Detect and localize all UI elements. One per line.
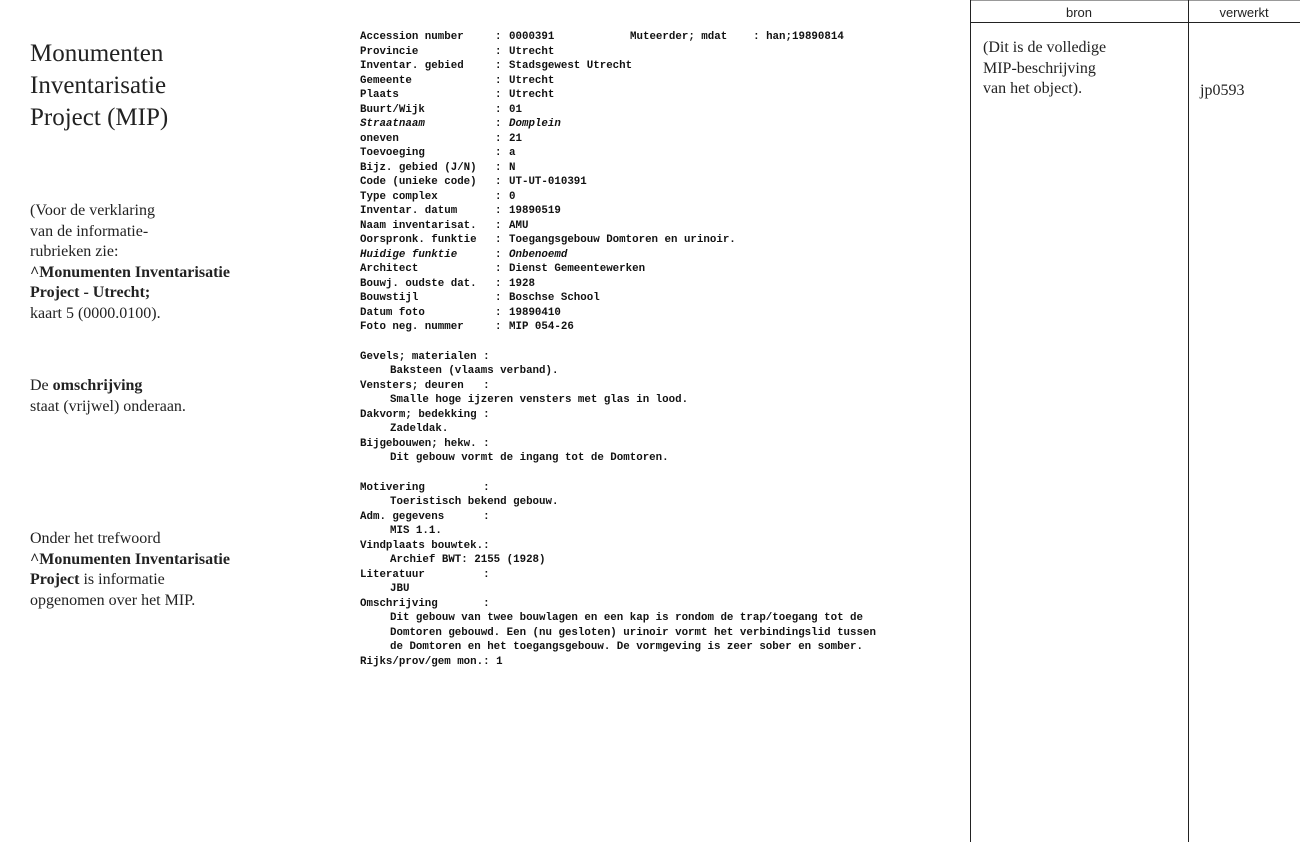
block-text: JBU [390,583,410,595]
field-separator: : [495,132,502,145]
note-line: opgenomen over het MIP. [30,591,196,609]
field-separator: : [495,103,502,116]
muteerder-field: Muteerder; mdat : han;19890814 [630,31,844,43]
record-field-row [360,117,960,132]
field-value: 1928 [509,277,535,290]
field-label: Plaats [360,89,399,101]
note-line: van de informatie- [30,222,149,240]
field-separator: : [495,263,502,275]
note-line: rubrieken zie: [30,243,119,260]
field-value: Onbenoemd [509,248,568,261]
field-value: Toegangsgebouw Domtoren en urinoir. [509,234,736,246]
field-label: Oorspronk. funktie [360,234,477,246]
field-label: Straatnaam [360,118,425,130]
field-label: Naam inventarisat. [360,219,477,232]
field-label: Toevoeging [360,147,425,159]
field-label: Foto neg. nummer [360,321,464,333]
reference-link-cont[interactable]: Project - Utrecht; [30,284,151,301]
field-label: oneven [360,132,399,145]
field-separator: : [495,89,502,101]
title-line: Monumenten [30,40,164,67]
field-separator: : [495,321,502,333]
record-fields [360,30,960,335]
bron-line: (Dit is de volledige [983,39,1107,56]
field-value: a [509,147,516,159]
block-label: Dakvorm; bedekking : [360,408,490,421]
block-label: Gevels; materialen : [360,350,490,363]
block-label: Vindplaats bouwtek.: [360,539,490,552]
reference-link[interactable]: ^Monumenten Inventarisatie [30,550,230,568]
note-line: Onder het trefwoord [30,530,161,547]
column-header-bron: bron [1065,5,1093,20]
record-field-row [360,88,960,103]
field-value: 19890519 [509,205,561,217]
bron-line: van het object). [983,80,1083,97]
note-text: De [30,377,53,394]
field-label: Inventar. datum [360,205,458,217]
field-label: Bouwstijl [360,292,419,304]
rijks-field: Rijks/prov/gem mon.: 1 [360,655,503,668]
field-value: Boschse School [509,292,600,304]
field-separator: : [495,45,502,58]
note-line: kaart 5 (0000.0100). [30,304,161,322]
field-value: UT-UT-010391 [509,176,587,188]
reference-link-cont[interactable]: Project [30,571,80,588]
record-field-row [360,248,960,263]
field-value: 19890410 [509,306,561,319]
block-text: Baksteen (vlaams verband). [390,365,559,377]
field-value: 0000391 [509,31,555,43]
field-value: 21 [509,132,522,145]
field-value: AMU [509,219,529,232]
record-field-row [360,233,960,248]
field-value: Domplein [509,118,561,130]
note-line: (Voor de verklaring [30,202,155,219]
block-label: Adm. gegevens : [360,510,490,523]
omschrijving-label: Omschrijving : [360,597,490,610]
field-label: Bouwj. oudste dat. [360,277,477,290]
omschrijving-line: Domtoren gebouwd. Een (nu gesloten) urinoir vormt het verbindingslid tussen [390,626,876,639]
mip-record [360,30,960,669]
note-omschrijving [30,376,290,417]
field-label: Datum foto [360,306,425,319]
table-divider-left [970,0,971,842]
field-separator: : [495,306,502,319]
field-separator: : [495,205,502,217]
record-field-row [360,204,960,219]
omschrijving-line: de Domtoren en het toegangsgebouw. De vormgeving is zeer sober en somber. [390,641,863,653]
bron-line: MIP-beschrijving [983,59,1096,77]
block-label: Literatuur : [360,568,490,581]
bron-cell [983,38,1183,100]
record-field-row [360,161,960,176]
record-field-row [360,146,960,161]
field-separator: : [495,190,502,203]
field-label: Buurt/Wijk [360,103,425,116]
note-trefwoord [30,529,290,611]
field-label: Bijz. gebied (J/N) [360,161,477,174]
field-label: Architect [360,263,419,275]
block-label: Vensters; deuren : [360,379,490,392]
field-separator: : [495,292,502,304]
field-value: 0 [509,190,516,203]
page-title [30,38,280,134]
table-divider-mid [1188,0,1189,842]
omschrijving-line: Dit gebouw van twee bouwlagen en een kap is rondom de trap/toegang tot de [390,612,863,624]
field-value: 01 [509,103,522,116]
field-separator: : [495,248,502,261]
record-block-materials [360,350,960,466]
field-separator: : [495,234,502,246]
table-top-border [970,0,1300,1]
field-separator: : [495,60,502,72]
block-text: Archief BWT: 2155 (1928) [390,554,546,566]
record-field-row [360,306,960,321]
field-label: Code (unieke code) [360,176,477,188]
record-field-row [360,59,960,74]
field-label: Huidige funktie [360,248,458,261]
field-separator: : [495,118,502,130]
block-label: Motivering : [360,481,490,494]
field-value: MIP 054-26 [509,321,574,333]
block-text: Dit gebouw vormt de ingang tot de Domtoren. [390,452,669,464]
field-separator: : [495,147,502,159]
field-value: Stadsgewest Utrecht [509,60,633,72]
record-field-row [360,277,960,292]
block-text: Toeristisch bekend gebouw. [390,496,559,508]
field-label: Type complex [360,190,438,203]
field-separator: : [495,219,502,232]
block-text: MIS 1.1. [390,525,442,537]
column-header-verwerkt: verwerkt [1219,5,1269,20]
title-line: Project (MIP) [30,104,169,131]
field-value: N [509,161,516,174]
field-separator: : [495,31,502,43]
block-label: Bijgebouwen; hekw. : [360,437,490,450]
record-field-row [360,262,960,277]
table-header-divider [970,22,1300,23]
reference-link[interactable]: ^Monumenten Inventarisatie [30,263,230,281]
field-value: Dienst Gemeentewerken [509,263,646,275]
verwerkt-cell: jp0593 [1200,82,1245,99]
field-separator: : [495,74,502,87]
note-text: is informatie [79,571,165,588]
field-value: Utrecht [509,45,555,58]
field-value: Utrecht [509,89,555,101]
record-block-motivation [360,481,960,597]
record-field-row [360,219,960,234]
record-field-row [360,291,960,306]
note-line: staat (vrijwel) onderaan. [30,397,186,415]
field-value: Utrecht [509,74,555,87]
field-label: Provincie [360,45,419,58]
field-separator: : [495,161,502,174]
record-field-row [360,74,960,89]
record-field-row [360,320,960,335]
record-field-row [360,45,960,60]
field-label: Accession number [360,31,464,43]
note-bold: omschrijving [52,377,143,394]
field-label: Inventar. gebied [360,60,464,72]
field-label: Gemeente [360,74,412,87]
record-field-row [360,175,960,190]
record-field-row [360,190,960,205]
note-verklaring [30,201,290,324]
block-text: Smalle hoge ijzeren vensters met glas in lood. [390,394,689,406]
field-separator: : [495,277,502,290]
omschrijving-text [360,611,960,655]
title-line: Inventarisatie [30,72,167,99]
block-text: Zadeldak. [390,423,449,435]
record-field-row [360,103,960,118]
field-separator: : [495,176,502,188]
record-field-row [360,132,960,147]
